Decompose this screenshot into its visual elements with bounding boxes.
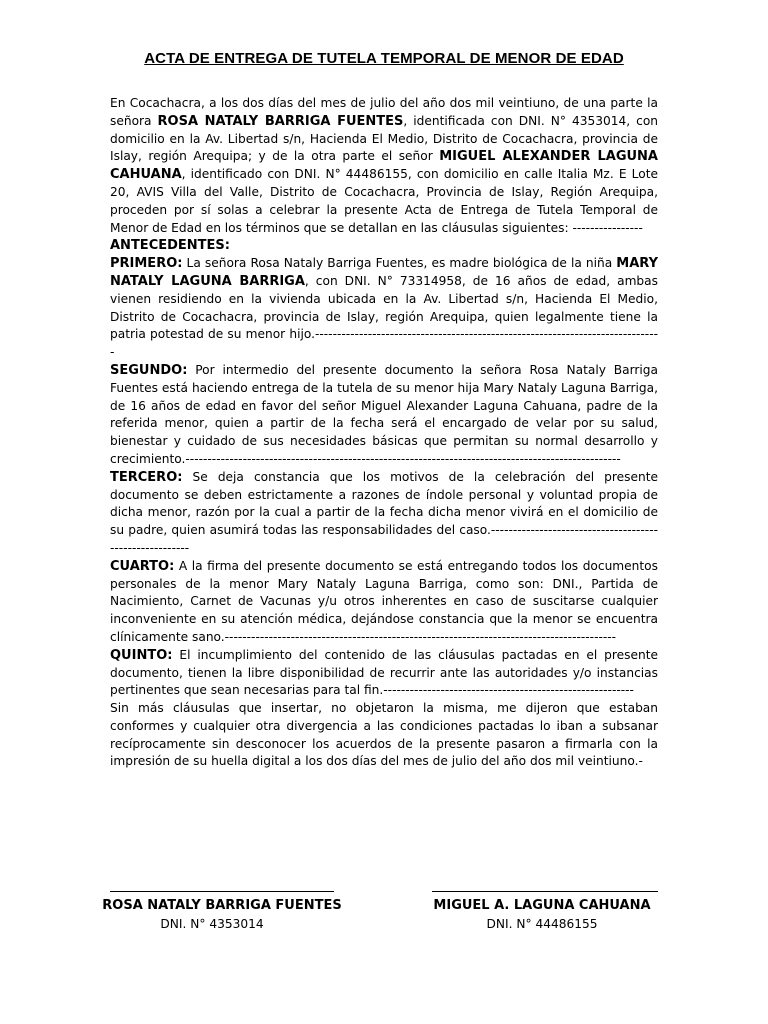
signature-line-2 — [432, 891, 658, 892]
clause-tercero-text: Se deja constancia que los motivos de la celebración del presente documento se deben estrictamente a razones de índole personal y voluntad propia de dicha menor, razón por la cual a partir de la fecha dicha menor vivirá en el domicilio de su padre, quien asumirá todas las responsabilidades del caso.-------------------------------------------------------- — [110, 469, 658, 555]
intro-text-1: En Cocachacra, a los dos días del mes de julio del año dos mil veintiuno, de una parte la señora — [110, 96, 658, 128]
signature-line-1 — [110, 891, 334, 892]
clause-tercero — [110, 469, 658, 558]
signature-name-1: ROSA NATALY BARRIGA FUENTES — [102, 898, 342, 913]
clause-primero-text-1: La señora Rosa Nataly Barriga Fuentes, es madre biológica de la niña — [182, 256, 617, 271]
party-1-name: ROSA NATALY BARRIGA FUENTES — [157, 113, 404, 129]
antecedentes-heading: ANTECEDENTES: — [110, 238, 230, 254]
intro-text-2: , identificada con DNI. N° 4353014, con domicilio en la Av. Libertad s/n, Hacienda El Medio, Distrito de Cocachacra, provincia de Islay, región Arequipa; y de la otra parte el señor — [110, 113, 659, 164]
clause-quinto-text: El incumplimiento del contenido de las cláusulas pactadas en el presente documento, tienen la libre disponibilidad de recurrir ante las autoridades y/o instancias pertinentes que sean necesarias para tal fin.--------------------------------------------------------- — [110, 647, 658, 698]
document-title: ACTA DE ENTREGA DE TUTELA TEMPORAL DE MENOR DE EDAD — [144, 50, 624, 67]
clause-tercero-label: TERCERO: — [110, 469, 183, 485]
signature-dni-1: DNI. N° 4353014 — [160, 917, 264, 931]
closing-paragraph: Sin más cláusulas que insertar, no objetaron la misma, me dijeron que estaban conformes y cualquier otra divergencia a las condiciones pactadas lo iban a subsanar recíprocamente sin desconocer los acuerdos de la presente pasaron a firmarla con la impresión de su huella digital a los dos días del mes de julio del año dos mil veintiuno.- — [110, 701, 658, 769]
intro-paragraph — [110, 95, 658, 237]
clause-quinto-label: QUINTO: — [110, 647, 173, 663]
intro-text-3: , identificado con DNI. N° 44486155, con domicilio en calle Italia Mz. E Lote 20, AVIS Villa del Valle, Distrito de Cocachacra, Provincia de Islay, Región Arequipa, proceden por sí solas a celebrar la presente Acta de Entrega de Tutela Temporal de Menor de Edad en los términos que se detallan en las cláusulas siguientes: ---------------- — [110, 167, 658, 235]
clause-segundo-text: Por intermedio del presente documento la señora Rosa Nataly Barriga Fuentes está haciendo entrega de la tutela de su menor hija Mary Nataly Laguna Barriga, de 16 años de edad en favor del señor Miguel Alexander Laguna Cahuana, padre de la referida menor, quien a partir de la fecha será el encargado de velar por su salud, bienestar y cuidado de sus necesidades básicas que permitan su normal desarrollo y crecimiento.--------------------------------------------------------------------------------------------------- — [110, 362, 658, 466]
clause-segundo-label: SEGUNDO: — [110, 362, 188, 378]
clause-primero — [110, 255, 658, 362]
clause-cuarto-label: CUARTO: — [110, 558, 175, 574]
clause-cuarto — [110, 558, 658, 647]
clause-primero-text-2: , con DNI. N° 73314958, de 16 años de edad, ambas vienen residiendo en la vivienda ubicada en la Av. Libertad s/n, Hacienda El Medio, Distrito de Cocachacra, provincia de Islay, región Arequipa, quien legalmente tiene la patria potestad de su menor hijo.------------------------------------------------------------------------------- — [110, 273, 658, 360]
party-2-name: MIGUEL ALEXANDER LAGUNA CAHUANA — [110, 149, 658, 183]
clause-quinto — [110, 647, 658, 700]
clause-primero-label: PRIMERO: — [110, 256, 183, 272]
clause-segundo — [110, 362, 658, 469]
signature-dni-2: DNI. N° 44486155 — [486, 917, 598, 931]
document-body — [110, 95, 658, 771]
clause-cuarto-text: A la firma del presente documento se está entregando todos los documentos personales de la menor Mary Nataly Laguna Barriga, como son: DNI., Partida de Nacimiento, Carnet de Vacunas y/u otros inherentes en caso de suscitarse cualquier inconveniente en su atención médica, dejándose constancia que la menor se encuentra clínicamente sano.----------------------------------------------------------------------------------------- — [110, 558, 658, 644]
signature-name-2: MIGUEL A. LAGUNA CAHUANA — [433, 898, 651, 913]
minor-name: MARY NATALY LAGUNA BARRIGA — [110, 256, 658, 289]
